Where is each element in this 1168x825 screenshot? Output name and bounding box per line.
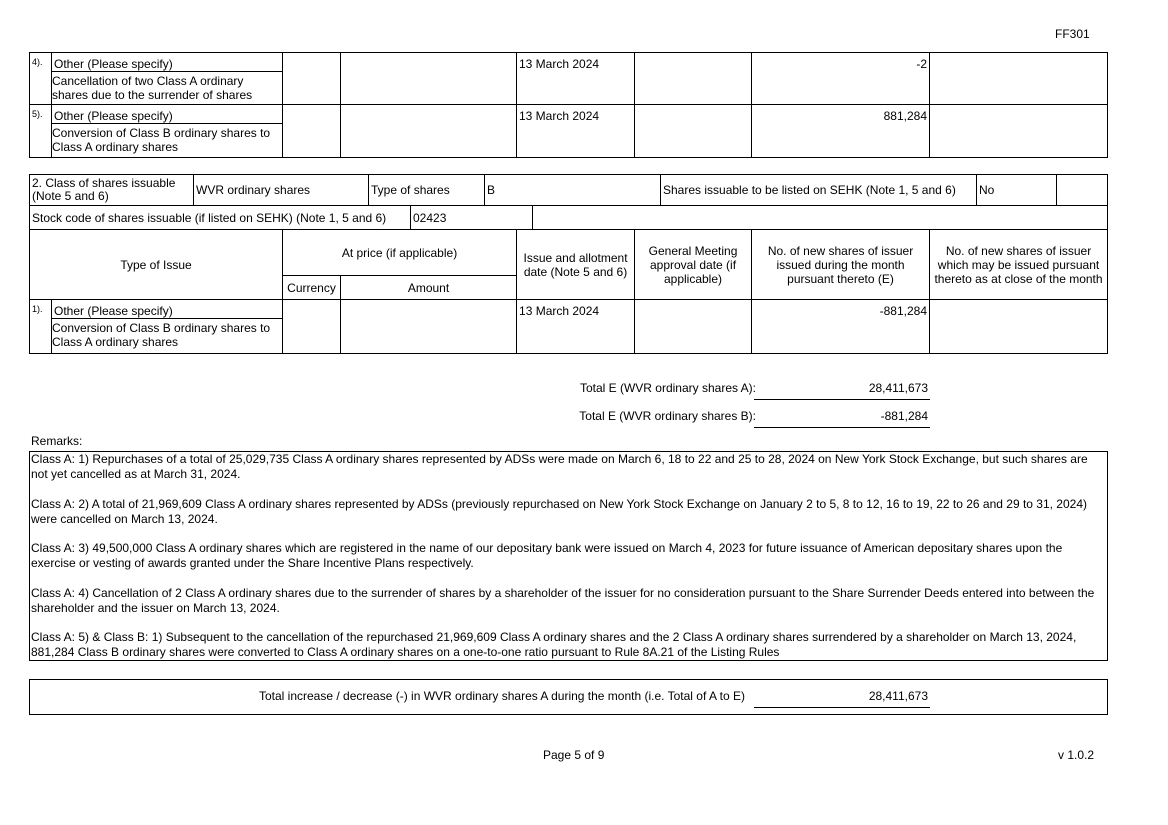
total-a-value: 28,411,673 bbox=[754, 381, 930, 400]
form-id: FF301 bbox=[1055, 27, 1090, 41]
total-a-label: Total E (WVR ordinary shares A): bbox=[579, 381, 756, 395]
remark-item: Class A: 5) & Class B: 1) Subsequent to the cancellation of the repurchased 21,969,609 Class A ordinary shares and the 2 Class A ordinary shares surrendered by a shareholder on March 13, 2024, 881,284 Class B ordinary shares were converted to Class A ordinary shares on a one-to-one ratio pursuant to Rule 8A.21 of the Listing Rules bbox=[31, 630, 1077, 659]
listed-label: Shares issuable to be listed on SEHK (Note 1, 5 and 6) bbox=[661, 175, 977, 206]
header-may-issue: No. of new shares of issuer which may be issued pursuant thereto as at close of the month bbox=[930, 230, 1108, 300]
table-row bbox=[30, 53, 1108, 105]
table-row bbox=[30, 300, 1108, 354]
new-shares-count: 881,284 bbox=[752, 105, 930, 158]
issue-date: 13 March 2024 bbox=[517, 105, 635, 158]
issue-table-a bbox=[29, 52, 1108, 158]
new-shares-count: -2 bbox=[752, 53, 930, 105]
remark-item: Class A: 1) Repurchases of a total of 25,029,735 Class A ordinary shares represented by ADSs were made on March 6, 18 to 22 and 25 to 28, 2024 on New York Stock Exchange, but such shares are not yet cancelled as at March 31, 2024. bbox=[31, 452, 1088, 481]
row-number: 5). bbox=[30, 105, 52, 158]
issue-type: Other (Please specify) bbox=[54, 304, 173, 318]
stock-code-value: 02423 bbox=[411, 206, 533, 230]
remark-item: Class A: 3) 49,500,000 Class A ordinary shares which are registered in the name of our depositary bank were issued on March 4, 2023 for future issuance of American depositary shares upon the exercise or vesting of awards granted under the Share Incentive Plans respectively. bbox=[31, 541, 1063, 570]
issue-date: 13 March 2024 bbox=[517, 53, 635, 105]
issue-detail: Cancellation of two Class A ordinary shares due to the surrender of shares bbox=[52, 71, 283, 102]
table-row bbox=[30, 105, 1108, 158]
class-info-table bbox=[29, 174, 1108, 206]
new-shares-count: -881,284 bbox=[752, 300, 930, 354]
remark-item: Class A: 2) A total of 21,969,609 Class A ordinary shares represented by ADSs (previously repurchased on New York Stock Exchange on January 2 to 5, 8 to 12, 16 to 19, 22 to 26 and 29 to 31, 2024) were cancelled on March 13, 2024. bbox=[31, 497, 1087, 526]
issue-type: Other (Please specify) bbox=[54, 109, 173, 123]
class-label: 2. Class of shares issuable (Note 5 and 6) bbox=[30, 175, 194, 206]
stock-code-table bbox=[29, 205, 1108, 230]
total-b-value: -881,284 bbox=[754, 409, 930, 428]
header-currency: Currency bbox=[283, 276, 341, 300]
header-amount: Amount bbox=[341, 276, 517, 300]
header-gm-date: General Meeting approval date (if applicable) bbox=[635, 230, 752, 300]
page-number: Page 5 of 9 bbox=[543, 748, 605, 762]
total-increase-value: 28,411,673 bbox=[754, 689, 930, 708]
issue-detail: Conversion of Class B ordinary shares to Class A ordinary shares bbox=[52, 123, 283, 154]
issue-detail: Conversion of Class B ordinary shares to Class A ordinary shares bbox=[52, 318, 283, 349]
header-at-price: At price (if applicable) bbox=[283, 230, 517, 276]
header-new-shares: No. of new shares of issuer issued during the month pursuant thereto (E) bbox=[752, 230, 930, 300]
class-value: WVR ordinary shares bbox=[194, 175, 369, 206]
stock-code-label: Stock code of shares issuable (if listed on SEHK) (Note 1, 5 and 6) bbox=[30, 206, 411, 230]
version: v 1.0.2 bbox=[1058, 748, 1095, 762]
row-number: 1). bbox=[30, 300, 52, 354]
remark-item: Class A: 4) Cancellation of 2 Class A ordinary shares due to the surrender of shares by a shareholder of the issuer for no consideration pursuant to the Share Surrender Deeds entered into between the shareholder and the issuer on March 13, 2024. bbox=[31, 586, 1095, 615]
issue-table-b bbox=[29, 229, 1108, 354]
type-value: B bbox=[485, 175, 661, 206]
issue-date: 13 March 2024 bbox=[517, 300, 635, 354]
total-increase-label: Total increase / decrease (-) in WVR ordinary shares A during the month (i.e. Total of A to E) bbox=[258, 689, 745, 703]
header-issue-date: Issue and allotment date (Note 5 and 6) bbox=[517, 230, 635, 300]
listed-value: No bbox=[977, 175, 1057, 206]
row-number: 4). bbox=[30, 53, 52, 105]
issue-type: Other (Please specify) bbox=[54, 57, 173, 71]
remarks-title: Remarks: bbox=[31, 434, 83, 448]
type-label: Type of shares bbox=[369, 175, 485, 206]
header-type-of-issue: Type of Issue bbox=[30, 230, 283, 300]
total-b-label: Total E (WVR ordinary shares B): bbox=[579, 409, 756, 423]
